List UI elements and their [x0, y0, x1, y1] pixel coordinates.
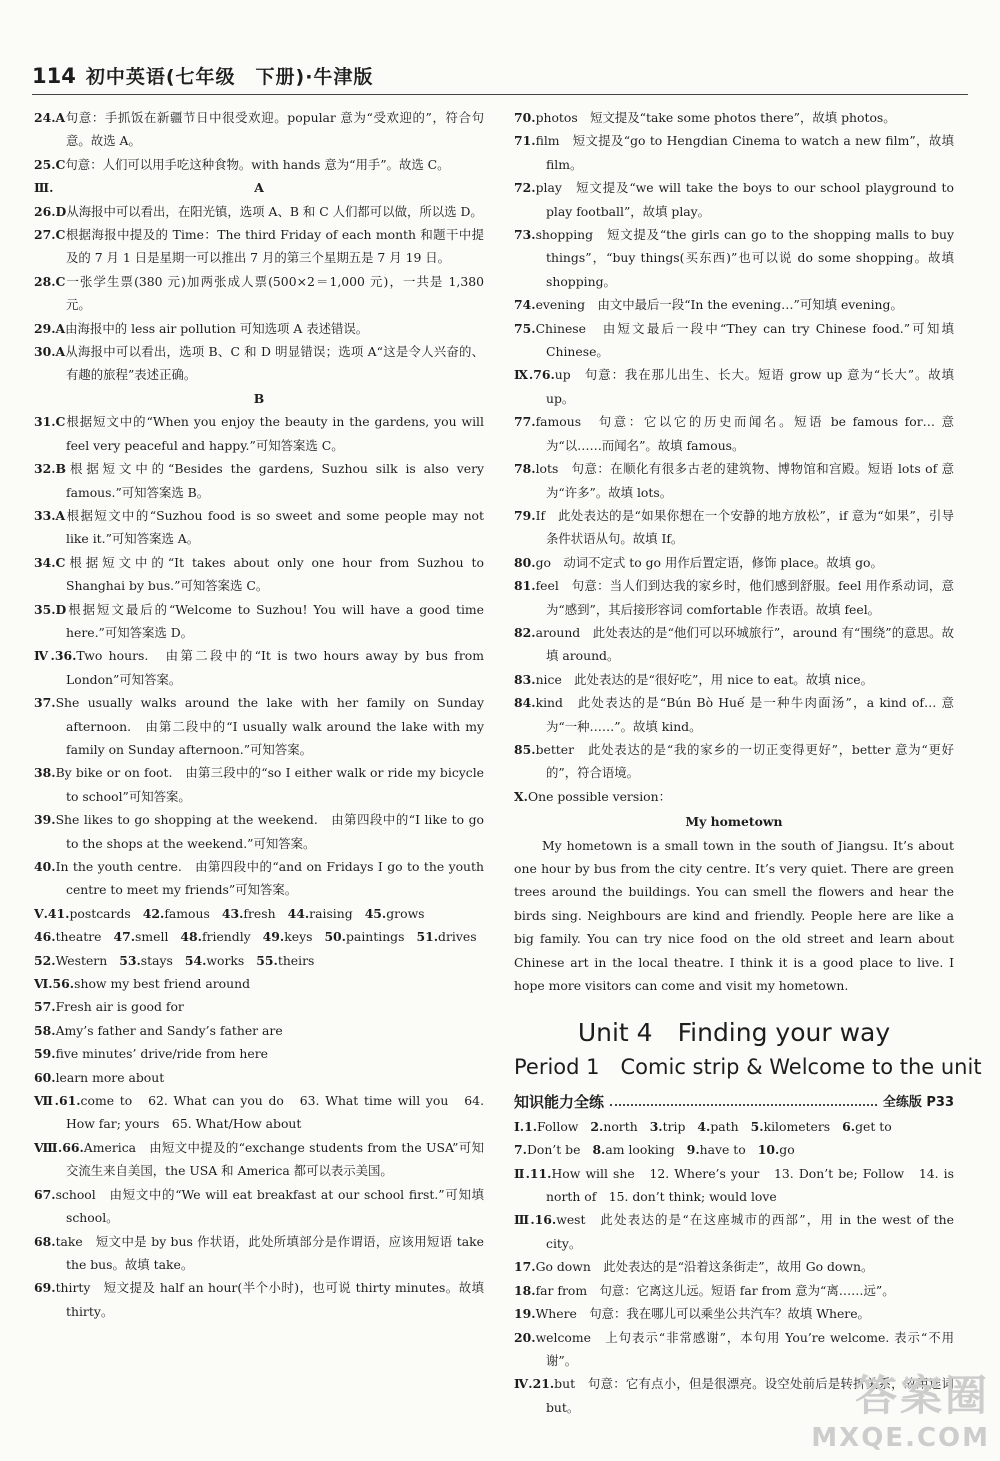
- answer-number: 68.: [34, 1233, 56, 1249]
- answer-number: 73.: [514, 227, 536, 243]
- answer-item: [34, 504, 484, 551]
- answer-text: smell: [135, 929, 169, 945]
- answer-number: 24.A: [34, 110, 66, 125]
- answer-item: [34, 1019, 484, 1042]
- answer-item: [34, 551, 484, 598]
- answer-item: [751, 1115, 831, 1138]
- answer-text: famous: [164, 905, 210, 921]
- answer-item: [119, 949, 173, 972]
- answer-item: [34, 317, 484, 340]
- answer-text: works: [206, 952, 245, 968]
- answer-text: kind 此处表达的是“Bún Bò Huế 是一种牛肉面汤”，a kind of… 意为“一种……”。故填 kind。: [535, 695, 954, 734]
- answer-text: go: [779, 1142, 795, 1158]
- answer-number: 47.: [113, 929, 136, 945]
- answer-text: am looking: [605, 1142, 675, 1158]
- answer-text: Fresh air is good for: [55, 999, 184, 1015]
- answer-text: She likes to go shopping at the weekend. 由第四段中的“I like to go to the shops at the weekend.”可知答案。: [55, 812, 484, 851]
- answer-number: 60.: [34, 1069, 56, 1085]
- answer-text: grows: [386, 905, 425, 921]
- essay-title: My hometown: [685, 814, 783, 830]
- answer-number: 59.: [34, 1046, 56, 1062]
- answer-text: keys: [284, 929, 313, 945]
- answer-text: theirs: [277, 952, 315, 968]
- answer-item: [514, 176, 954, 223]
- answer-text: 根据短文中的“Suzhou food is so sweet and some people may not like it.”可知答案选 A。: [65, 507, 484, 547]
- answer-text: theatre: [55, 929, 102, 945]
- answer-text: north: [603, 1118, 638, 1134]
- answer-number: 43.: [221, 905, 244, 921]
- answer-text: show my best friend around: [74, 976, 251, 992]
- answer-text: better 此处表达的是“我的家乡的一切正变得更好”，better 意为“更好的”，符合语境。: [535, 741, 954, 781]
- answer-item: [514, 457, 954, 504]
- answer-number: 32.B: [34, 461, 67, 477]
- answer-item: [34, 1276, 484, 1323]
- answer-text: get to: [855, 1118, 892, 1134]
- answer-text: trip: [662, 1118, 686, 1134]
- answer-item: [34, 972, 484, 995]
- answer-number: Ⅴ.41.: [34, 905, 70, 921]
- answer-number: 2.: [590, 1118, 604, 1134]
- answer-text: come to 62. What can you do 63. What time will you 64. How far; yours 65. What/How about: [66, 1093, 485, 1132]
- answer-item: [590, 1115, 637, 1138]
- answer-item: [514, 738, 954, 785]
- answer-text: Go down 此处表达的是“沿着这条街走”，故用 Go down。: [535, 1259, 874, 1275]
- answer-number: 35.D: [34, 601, 67, 617]
- answer-text: fresh: [243, 905, 276, 921]
- answer-number: 84.: [514, 695, 536, 711]
- answer-text: In the youth centre. 由第四段中的“and on Fridays I go to the youth centre to meet my friends”可知答案。: [55, 859, 484, 898]
- answer-number: 80.: [514, 554, 536, 570]
- dotted-leader: [610, 1096, 877, 1106]
- answer-number: 45.: [364, 905, 387, 921]
- answer-number: 38.: [34, 765, 56, 781]
- answer-item: [514, 1208, 954, 1255]
- answer-text: 根据短文中的“When you enjoy the beauty in the gardens, you will feel very peaceful and happy.”可知答案选 C。: [65, 414, 484, 453]
- answer-row: [514, 1115, 954, 1162]
- answer-number: 6.: [842, 1118, 856, 1134]
- answer-number: 48.: [180, 929, 202, 945]
- answer-text: go 动词不定式 to go 用作后置定语，修饰 place。故填 go。: [535, 554, 883, 570]
- watermark-url: MXQE.COM: [811, 1423, 990, 1453]
- answer-number: 34.C: [34, 554, 66, 570]
- essay-body: My hometown is a small town in the south of Jiangsu. It’s about one hour by bus from the city centre. It’s very quiet. There are green trees around the buildings. You can smell the flowers and hear the birds sing. Neighbours are kind and friendly. People here are like a big family. You can try nice food on the old street and learn about Chinese art in the local theatre. I think it is a good place to live. I hope more visitors can come and visit my hometown.: [514, 837, 954, 994]
- answer-item: [34, 902, 131, 925]
- answer-item: [143, 902, 210, 925]
- answer-item: [185, 949, 244, 972]
- answer-text: learn more about: [55, 1069, 165, 1085]
- watermark-logo-text: 答案圈: [854, 1371, 990, 1420]
- answer-text: How will she 12. Where’s your 13. Don’t be; Follow 14. is north of 15. don’t think; would love: [546, 1165, 954, 1205]
- answer-number: 78.: [514, 461, 536, 477]
- answer-number: 72.: [514, 180, 536, 196]
- answer-number: 25.C: [34, 156, 66, 172]
- answer-item: [416, 925, 476, 948]
- answer-item: [514, 1279, 954, 1302]
- answer-text: famous 句意：它以它的历史而闻名。短语 be famous for… 意为“以……而闻名”。故填 famous。: [535, 414, 954, 453]
- answer-item: [34, 410, 484, 457]
- answer-number: 44.: [287, 905, 310, 921]
- answer-item: [514, 410, 954, 457]
- answer-number: 81.: [514, 578, 536, 594]
- answer-number: 75.: [514, 320, 536, 336]
- answer-item: [514, 621, 954, 668]
- answer-number: 9.: [686, 1142, 700, 1158]
- answer-number: Ⅶ.61.: [34, 1093, 81, 1109]
- answer-item: [514, 551, 954, 574]
- answer-item: [34, 340, 484, 387]
- answer-number: 42.: [142, 905, 165, 921]
- answer-number: 7.: [514, 1142, 527, 1158]
- answer-item: [514, 691, 954, 738]
- answer-text: 句意：手抓饭在新疆节日中很受欢迎。popular 意为“受欢迎的”，符合句意。故选 A。: [65, 110, 484, 149]
- answer-text: play 短文提及“we will take the boys to our school playground to play football”，故填 play。: [535, 180, 954, 219]
- answer-text: lots 句意：在顺化有很多古老的建筑物、博物馆和宫殿。短语 lots of 意为“许多”。故填 lots。: [535, 461, 954, 500]
- answer-text: 根据短文中的“Besides the gardens, Suzhou silk is also very famous.”可知答案选 B。: [66, 461, 484, 500]
- answer-text: 从海报中可以看出，在阳光镇，选项 A、B 和 C 人们都可以做，所以选 D。: [66, 203, 483, 219]
- answer-text: school 由短文中的“We will eat breakfast at our school first.”可知填 school。: [55, 1186, 484, 1226]
- answer-item: [34, 1136, 484, 1183]
- answer-item: [687, 1138, 746, 1161]
- answer-item: [324, 925, 404, 948]
- answer-item: [514, 1255, 954, 1278]
- answer-item: [34, 1230, 484, 1277]
- answer-text: 根据海报中提及的 Time：The third Friday of each month 和题干中提及的 7 月 1 日是星期一可以推出 7 月的第三个星期五是 7 月 19 日。: [65, 227, 484, 266]
- answer-text: but 句意：它有点小，但是很漂亮。设空处前后是转折关系，故用连词 but。: [546, 1376, 954, 1415]
- answer-item: [758, 1138, 795, 1161]
- answer-number: 27.C: [34, 227, 66, 243]
- answer-text: drives: [438, 929, 477, 945]
- answer-text: west 此处表达的是“在这座城市的西部”，用 in the west of the city。: [546, 1212, 954, 1251]
- answer-number: 39.: [34, 812, 56, 828]
- answer-number: Ⅱ.11.: [514, 1165, 552, 1181]
- answer-number: Ⅲ.16.: [514, 1212, 557, 1228]
- answer-item: [34, 223, 484, 270]
- answer-number: Ⅸ.76.: [514, 367, 555, 383]
- answer-number: 52.: [34, 952, 56, 968]
- section-numeral: Ⅲ.: [34, 180, 54, 196]
- answer-text: have to: [699, 1142, 746, 1158]
- answer-number: 53.: [119, 952, 141, 968]
- answer-item: [514, 223, 954, 293]
- answer-number: Ⅳ.36.: [34, 648, 77, 664]
- answer-text: film 短文提及“go to Hengdian Cinema to watch a new film”，故填 film。: [535, 133, 954, 172]
- answer-text: friendly: [201, 929, 251, 945]
- answer-item: [34, 855, 484, 902]
- answer-text: postcards: [69, 905, 131, 921]
- right-column: [514, 106, 982, 1419]
- answer-text: take 短文中是 by bus 作状语，此处所填部分是作谓语，应该用短语 take the bus。故填 take。: [55, 1233, 484, 1272]
- answer-number: Ⅳ.21.: [514, 1376, 555, 1392]
- answer-text: 根据短文最后的“Welcome to Suzhou! You will have a good time here.”可知答案选 D。: [66, 601, 484, 640]
- answer-item: [34, 691, 484, 761]
- section-label: 知识能力全练: [514, 1093, 605, 1112]
- answer-number: 19.: [514, 1306, 536, 1322]
- answer-number: 82.: [514, 624, 536, 640]
- answer-text: nice 此处表达的是“很好吃”，用 nice to eat。故填 nice。: [535, 671, 874, 687]
- answer-item: [222, 902, 276, 925]
- page-number: 114: [32, 64, 76, 88]
- answer-number: 70.: [514, 110, 536, 125]
- answer-number: 49.: [262, 929, 285, 945]
- right-answers: [514, 106, 954, 808]
- answer-text: 从海报中可以看出，选项 B、C 和 D 明显错误；选项 A“这是令人兴奋的、有趣的旅程”表述正确。: [65, 344, 484, 383]
- answer-number: 10.: [757, 1142, 780, 1158]
- book-title: 初中英语(七年级 下册)·牛津版: [85, 66, 374, 88]
- answer-item: [34, 270, 484, 317]
- answer-number: 71.: [514, 133, 536, 149]
- answer-number: 4.: [697, 1118, 711, 1134]
- answer-item: [514, 668, 954, 691]
- answer-item: [514, 293, 954, 316]
- answer-text: One possible version：: [527, 788, 671, 804]
- answer-item: [34, 457, 484, 504]
- answer-number: Ⅷ.66.: [34, 1139, 84, 1155]
- answer-text: Chinese 由短文最后一段中“They can try Chinese food.”可知填 Chinese。: [535, 320, 954, 360]
- answer-number: 74.: [514, 297, 536, 313]
- answer-text: around 此处表达的是“他们可以环城旅行”，around 有“围绕”的意思。故填 around。: [535, 624, 954, 664]
- answer-item: [514, 129, 954, 176]
- answer-number: Ⅵ.56.: [34, 976, 75, 992]
- part-heading: [34, 387, 484, 410]
- answer-text: Where 句意：我在哪儿可以乘坐公共汽车？故填 Where。: [535, 1306, 870, 1322]
- answer-item: [514, 504, 954, 551]
- answer-item: [842, 1115, 892, 1138]
- answer-text: America 由短文中提及的“exchange students from the USA”可知交流生来自美国，the USA 和 America 都可以表示美国。: [66, 1139, 484, 1179]
- section-bar: [514, 1091, 954, 1114]
- answer-item: [34, 949, 107, 972]
- period-title: Period 1 Comic strip & Welcome to the unit: [514, 1055, 982, 1080]
- answer-number: 33.A: [34, 507, 66, 523]
- header-rule: [32, 94, 968, 95]
- answer-item: [514, 1115, 578, 1138]
- answer-text: Two hours. 由第二段中的“It is two hours away by bus from London”可知答案。: [66, 648, 484, 687]
- answer-number: 57.: [34, 999, 56, 1015]
- answer-text: evening 由文中最后一段“In the evening…”可知填 evening。: [535, 297, 903, 313]
- answer-text: If 此处表达的是“如果你想在一个安静的地方放松”，if 意为“如果”，引导条件状语从句。故填 If。: [535, 507, 954, 547]
- answer-number: 85.: [514, 741, 536, 757]
- answer-number: 67.: [34, 1186, 56, 1202]
- answer-number: 29.A: [34, 320, 66, 336]
- part-letter: A: [254, 180, 264, 196]
- answer-text: raising: [309, 905, 353, 921]
- answer-text: photos 短文提及“take some photos there”，故填 photos。: [535, 110, 896, 125]
- answer-item: [263, 925, 313, 948]
- answer-text: By bike or on foot. 由第三段中的“so I either walk or ride my bicycle to school”可知答案。: [55, 765, 484, 804]
- answer-item: [34, 808, 484, 855]
- answer-item: [34, 153, 484, 176]
- left-column: [34, 106, 484, 1323]
- answer-number: 50.: [324, 929, 346, 945]
- answer-text: 根据短文中的“It takes about only one hour from Suzhou to Shanghai by bus.”可知答案选 C。: [65, 554, 484, 594]
- answer-text: 一张学生票(380 元)加两张成人票(500×2＝1,000 元)，一共是 1,380 元。: [65, 273, 484, 313]
- answer-item: [34, 644, 484, 691]
- answer-number: 3.: [649, 1118, 663, 1134]
- watermark: [811, 1363, 990, 1453]
- answer-item: [592, 1138, 674, 1161]
- answer-number: 46.: [34, 929, 56, 945]
- answer-item: [514, 574, 954, 621]
- answer-number: 37.: [34, 695, 56, 711]
- answer-number: 51.: [416, 929, 439, 945]
- answer-item: [514, 106, 954, 129]
- answer-number: 26.D: [34, 203, 67, 219]
- answer-item: [34, 106, 484, 153]
- answer-text: far from 句意：它离这儿远。短语 far from 意为“离……远”。: [535, 1282, 895, 1298]
- unit-title: Unit 4 Finding your way: [577, 1018, 891, 1048]
- answer-item: [180, 925, 250, 948]
- part-heading: [34, 176, 484, 199]
- answer-item: [365, 902, 425, 925]
- section-page-ref: 全练版 P33: [882, 1095, 954, 1111]
- answer-number: 40.: [34, 859, 56, 874]
- answer-item: [34, 925, 101, 948]
- answer-number: 18.: [514, 1282, 536, 1298]
- answer-number: 69.: [34, 1280, 56, 1296]
- answer-item: [514, 317, 954, 364]
- answer-item: [514, 363, 954, 410]
- answer-text: stays: [140, 952, 173, 968]
- answer-number: 55.: [256, 952, 278, 968]
- answer-text: path: [710, 1118, 739, 1134]
- answer-text: She usually walks around the lake with her family on Sunday afternoon. 由第二段中的“I usually walk around the lake with my family on Sunday afternoon.”可知答案。: [55, 695, 484, 757]
- answer-text: Western: [55, 952, 108, 968]
- answer-item: [514, 1162, 954, 1209]
- answer-text: welcome 上句表示“非常感谢”，本句用 You’re welcome. 表示“不用谢”。: [535, 1329, 954, 1368]
- answer-number: 28.C: [34, 273, 66, 289]
- answer-item: [34, 1089, 484, 1136]
- answer-number: 79.: [514, 507, 536, 523]
- answer-row: [34, 902, 484, 972]
- part-letter: B: [253, 390, 265, 406]
- answer-item: [113, 925, 168, 948]
- answer-item: [514, 1302, 954, 1325]
- answer-text: shopping 短文提及“the girls can go to the shopping malls to buy things”，“buy things(买东西)”也可以说 do some shopping。故填 shopping。: [535, 227, 954, 289]
- answer-number: 5.: [750, 1118, 764, 1134]
- answer-number: 17.: [514, 1259, 536, 1275]
- answer-number: 30.A: [34, 344, 66, 360]
- page-header: [32, 62, 373, 92]
- answer-item: [34, 1183, 484, 1230]
- answer-text: 句意：人们可以用手吃这种食物。with hands 意为“用手”。故选 C。: [65, 156, 450, 172]
- answer-text: 由海报中的 less air pollution 可知选项 A 表述错误。: [65, 320, 369, 336]
- answer-item: [514, 1138, 580, 1161]
- answer-number: 20.: [514, 1329, 536, 1345]
- answer-item: [34, 200, 484, 223]
- answer-item: [34, 1042, 484, 1065]
- answer-text: up 句意：我在那儿出生、长大。短语 grow up 意为“长大”。故填 up。: [546, 367, 955, 406]
- answer-text: paintings: [346, 929, 405, 945]
- answer-number: 77.: [514, 414, 536, 430]
- answer-number: 58.: [34, 1022, 56, 1038]
- answer-text: Follow: [537, 1118, 579, 1134]
- answer-text: Don’t be: [526, 1142, 581, 1158]
- answer-item: [34, 761, 484, 808]
- answer-text: thirty 短文提及 half an hour(半个小时)，也可说 thirty minutes。故填 thirty。: [55, 1280, 484, 1319]
- answer-number: 8.: [592, 1142, 606, 1158]
- answer-number: Ⅹ.: [514, 788, 528, 804]
- answer-item: [34, 1066, 484, 1089]
- answer-number: 31.C: [34, 414, 66, 430]
- answer-item: [288, 902, 353, 925]
- answer-number: Ⅰ.1.: [514, 1118, 538, 1134]
- answer-item: [256, 949, 314, 972]
- answer-text: feel 句意：当人们到达我的家乡时，他们感到舒服。feel 用作系动词，意为“感到”，其后接形容词 comfortable 作表语。故填 feel。: [535, 578, 954, 617]
- answer-item: [34, 995, 484, 1018]
- answer-text: five minutes’ drive/ride from here: [55, 1046, 268, 1062]
- answer-item: [514, 785, 954, 808]
- answer-item: [34, 598, 484, 645]
- answer-item: [697, 1115, 738, 1138]
- answer-number: 83.: [514, 671, 536, 687]
- answer-item: [650, 1115, 686, 1138]
- answer-text: Amy’s father and Sandy’s father are: [55, 1022, 283, 1038]
- answer-number: 54.: [184, 952, 207, 968]
- answer-text: kilometers: [763, 1118, 831, 1134]
